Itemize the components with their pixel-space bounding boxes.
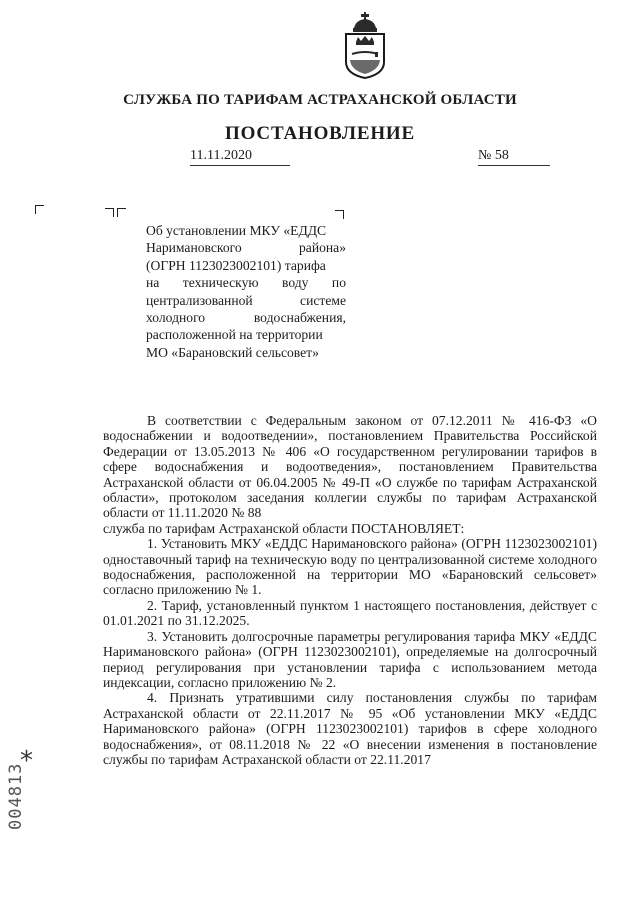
subject-block (146, 222, 346, 361)
subject-line: МО «Барановский сельсовет» (146, 344, 319, 360)
bracket-top-left-3 (117, 208, 126, 217)
decree-date: 11.11.2020 (190, 148, 290, 166)
item-1-paragraph: 1. Установить МКУ «ЕДДС Наримановского района» (ОГРН 1123023002101) одноставочный тариф на техническую воду по централизованной системе холодного водоснабжения, расположенной на территории МО «Барановский сельсовет» согласно приложению № 1. (103, 536, 597, 598)
bracket-top-left-2 (105, 208, 114, 217)
subject-line: централизованной системе (146, 292, 346, 308)
registration-star-mark: * (20, 746, 33, 776)
bracket-top-left-1 (35, 205, 44, 214)
subject-line: Об установлении МКУ «ЕДДС (146, 223, 327, 238)
subject-line: холодного водоснабжения, (146, 310, 346, 326)
decree-number: № 58 (478, 148, 550, 166)
coat-of-arms-emblem (342, 12, 388, 80)
organization-title: СЛУЖБА ПО ТАРИФАМ АСТРАХАНСКОЙ ОБЛАСТИ (123, 92, 517, 108)
preamble-paragraph: В соответствии с Федеральным законом от 07.12.2011 № 416-ФЗ «О водоснабжении и водоотведении», постановлением Правительства Российской Федерации от 13.05.2013 № 406 «О государственном регулировании тарифов в сфере водоснабжения и водоотведения», постановлением Правительства Астраханской области от 06.04.2005 № 49-П «О службе по тарифам Астраханской области», протоколом заседания коллегии службы по тарифам Астраханской области от 11.11.2020 № 88 (103, 413, 597, 521)
item-2-paragraph: 2. Тариф, установленный пунктом 1 настоящего постановления, действует с 01.01.2021 по 31.12.2025. (103, 597, 597, 629)
bracket-top-right (335, 210, 344, 219)
subject-line: расположенной на территории (146, 327, 323, 343)
registration-number-stamp: 004813 (6, 762, 26, 830)
item-4-paragraph: 4. Признать утратившими силу постановления службы по тарифам Астраханской области от 22.11.2017 № 95 «Об установлении МКУ «ЕДДС Наримановского района» (ОГРН 1123023002101) тарифов в сфере холодного водоснабжения», от 08.11.2018 № 22 «О внесении изменения в постановление службы по тарифам Астраханской области от 22.11.2017 (103, 690, 597, 767)
subject-line: Наримановского района» (146, 240, 346, 256)
resolution-line: служба по тарифам Астраханской области ПОСТАНОВЛЯЕТ: (103, 520, 465, 536)
document-body (103, 413, 597, 767)
item-3-paragraph: 3. Установить долгосрочные параметры регулирования тарифа МКУ «ЕДДС Наримановского района» (ОГРН 1123023002101), определяемые на долгосрочный период регулирования при установлении тарифа с использованием метода индексации, согласно приложению № 2. (103, 628, 597, 690)
subject-line: на техническую воду по (146, 275, 346, 291)
subject-line: (ОГРН 1123023002101) тарифа (146, 257, 326, 273)
document-type-title: ПОСТАНОВЛЕНИЕ (225, 123, 415, 144)
